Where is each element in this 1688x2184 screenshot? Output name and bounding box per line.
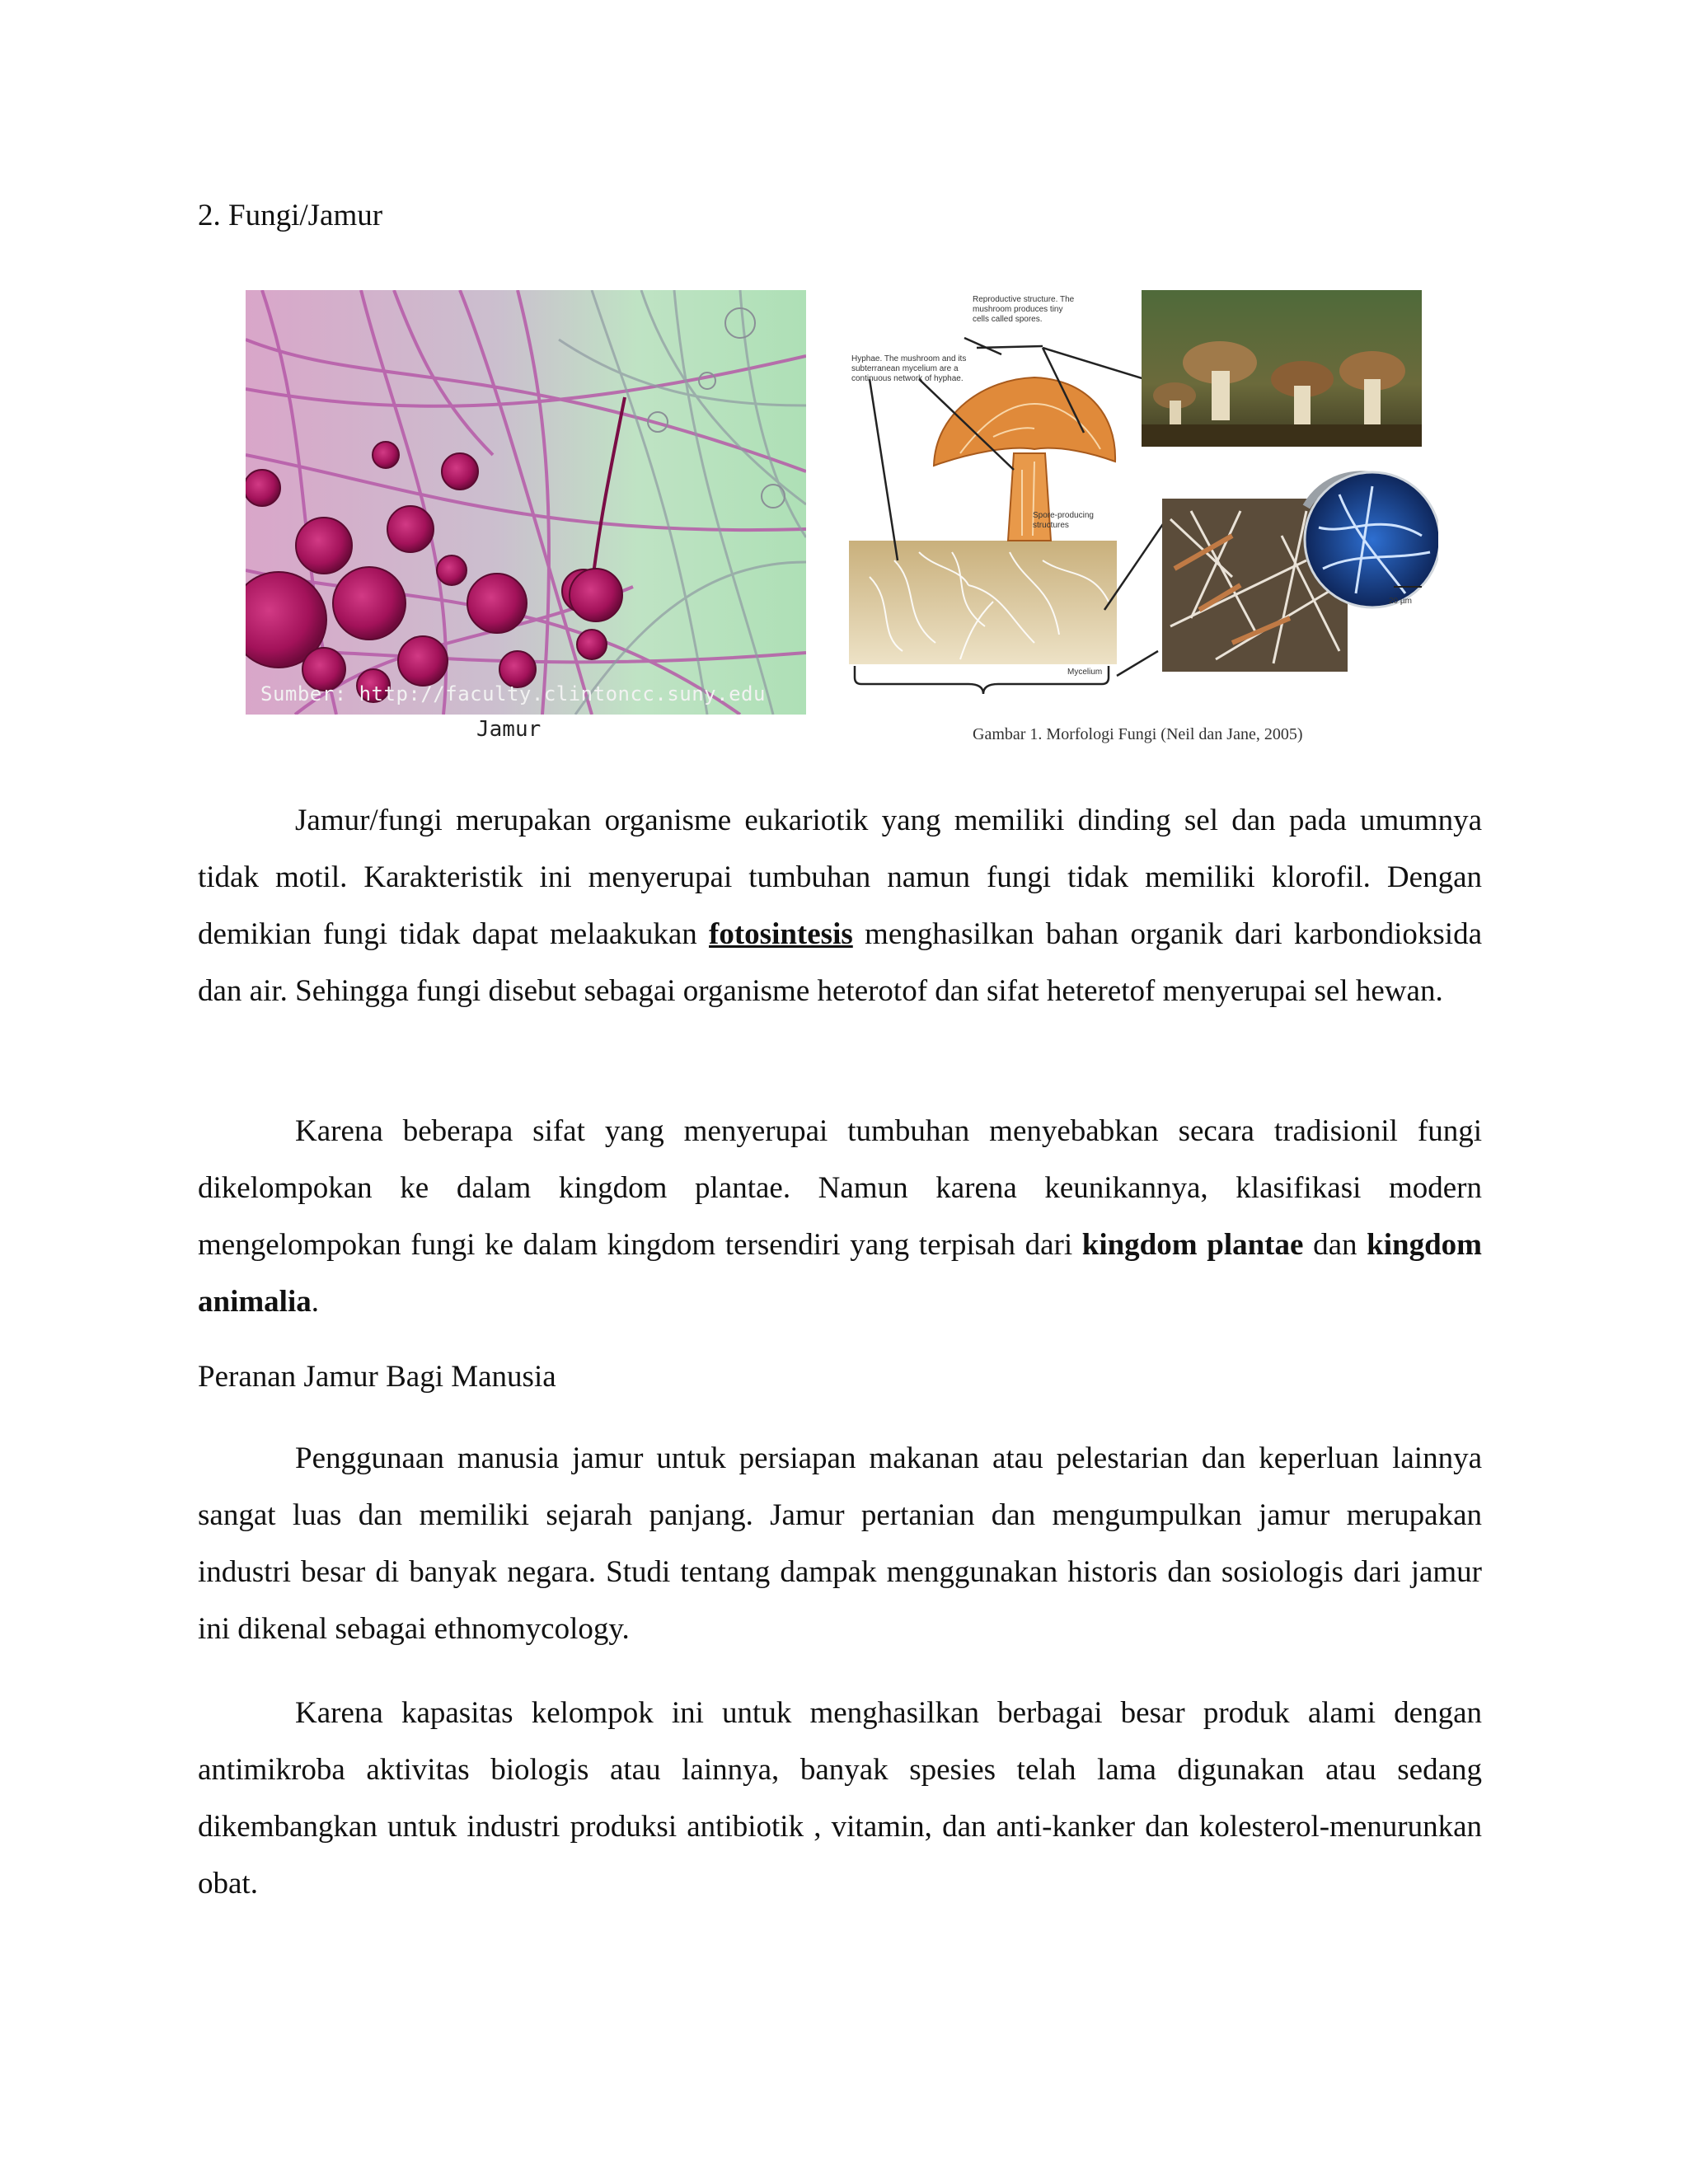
fungi-micrograph-caption: Jamur <box>476 717 542 742</box>
section-heading: 2. Fungi/Jamur <box>198 199 383 232</box>
label-spore-producing: Spore-producing structures <box>1033 511 1094 530</box>
paragraph-industry: Karena kapasitas kelompok ini untuk menghasilkan berbagai besar produk alami dengan antimikroba aktivitas biologis atau lainnya, banyak spesies telah lama digunakan atau sedang dikembangkan untuk industri produksi antibiotik , vitamin, dan anti-kanker dan kolesterol-menurunkan obat. <box>198 1696 1482 1900</box>
subsection-heading: Peranan Jamur Bagi Manusia <box>198 1360 556 1394</box>
fungi-morphology-caption: Gambar 1. Morfologi Fungi (Neil dan Jane, 2005) <box>973 725 1303 743</box>
p2-text-b: dan <box>1303 1228 1367 1262</box>
paragraph-definition <box>198 792 1482 1019</box>
p2-text-a: Karena beberapa sifat yang menyerupai tumbuhan menyebabkan secara tradisionil fungi dikelompokan ke dalam kingdom plantae. Namun karena keunikannya, klasifikasi modern mengelompokan fungi ke dalam kingdom tersendiri yang terpisah dari <box>198 1114 1482 1262</box>
paragraph-classification <box>198 1103 1482 1330</box>
p1-text-b: menghasilkan bahan organik dari karbondioksida dan air. Sehingga fungi disebut sebagai organisme heterotof dan sifat heteretof menyerupai sel hewan. <box>198 917 1483 1008</box>
image-source-text: Sumber: http://faculty.clintoncc.suny.edu <box>260 682 766 705</box>
fungi-micrograph-image <box>246 290 806 715</box>
label-scale-bar: 20 µm <box>1389 597 1412 606</box>
kingdom-animalia-term: kingdom animalia <box>198 1228 1482 1319</box>
p1-text-a: Jamur/fungi merupakan organisme eukariotik yang memiliki dinding sel dan pada umumnya tidak motil. Karakteristik ini menyerupai tumbuhan namun fungi tidak memiliki klorofil. Dengan demikian fungi tidak dapat melaakukan <box>198 804 1482 951</box>
fungi-micrograph-figure <box>246 290 806 715</box>
kingdom-plantae-term: kingdom plantae <box>1081 1228 1304 1262</box>
p2-text-c: . <box>311 1285 319 1319</box>
label-mycelium: Mycelium <box>1067 668 1103 677</box>
paragraph-human-use: Penggunaan manusia jamur untuk persiapan makanan atau pelestarian dan keperluan lainnya sangat luas dan memiliki sejarah panjang. Jamur pertanian dan mengumpulkan jamur merupakan industri besar di banyak negara. Studi tentang dampak menggunakan historis dan sosiologis dari jamur ini dikenal sebagai ethnomycology. <box>198 1441 1482 1646</box>
fotosintesis-link[interactable]: fotosintesis <box>709 917 853 951</box>
label-reproductive-structure: Reproductive structure. The mushroom produces tiny cells called spores. <box>973 295 1075 324</box>
label-hyphae: Hyphae. The mushroom and its subterranean mycelium are a continuous network of hyphae. <box>851 354 967 383</box>
fungi-morphology-figure <box>845 288 1438 750</box>
